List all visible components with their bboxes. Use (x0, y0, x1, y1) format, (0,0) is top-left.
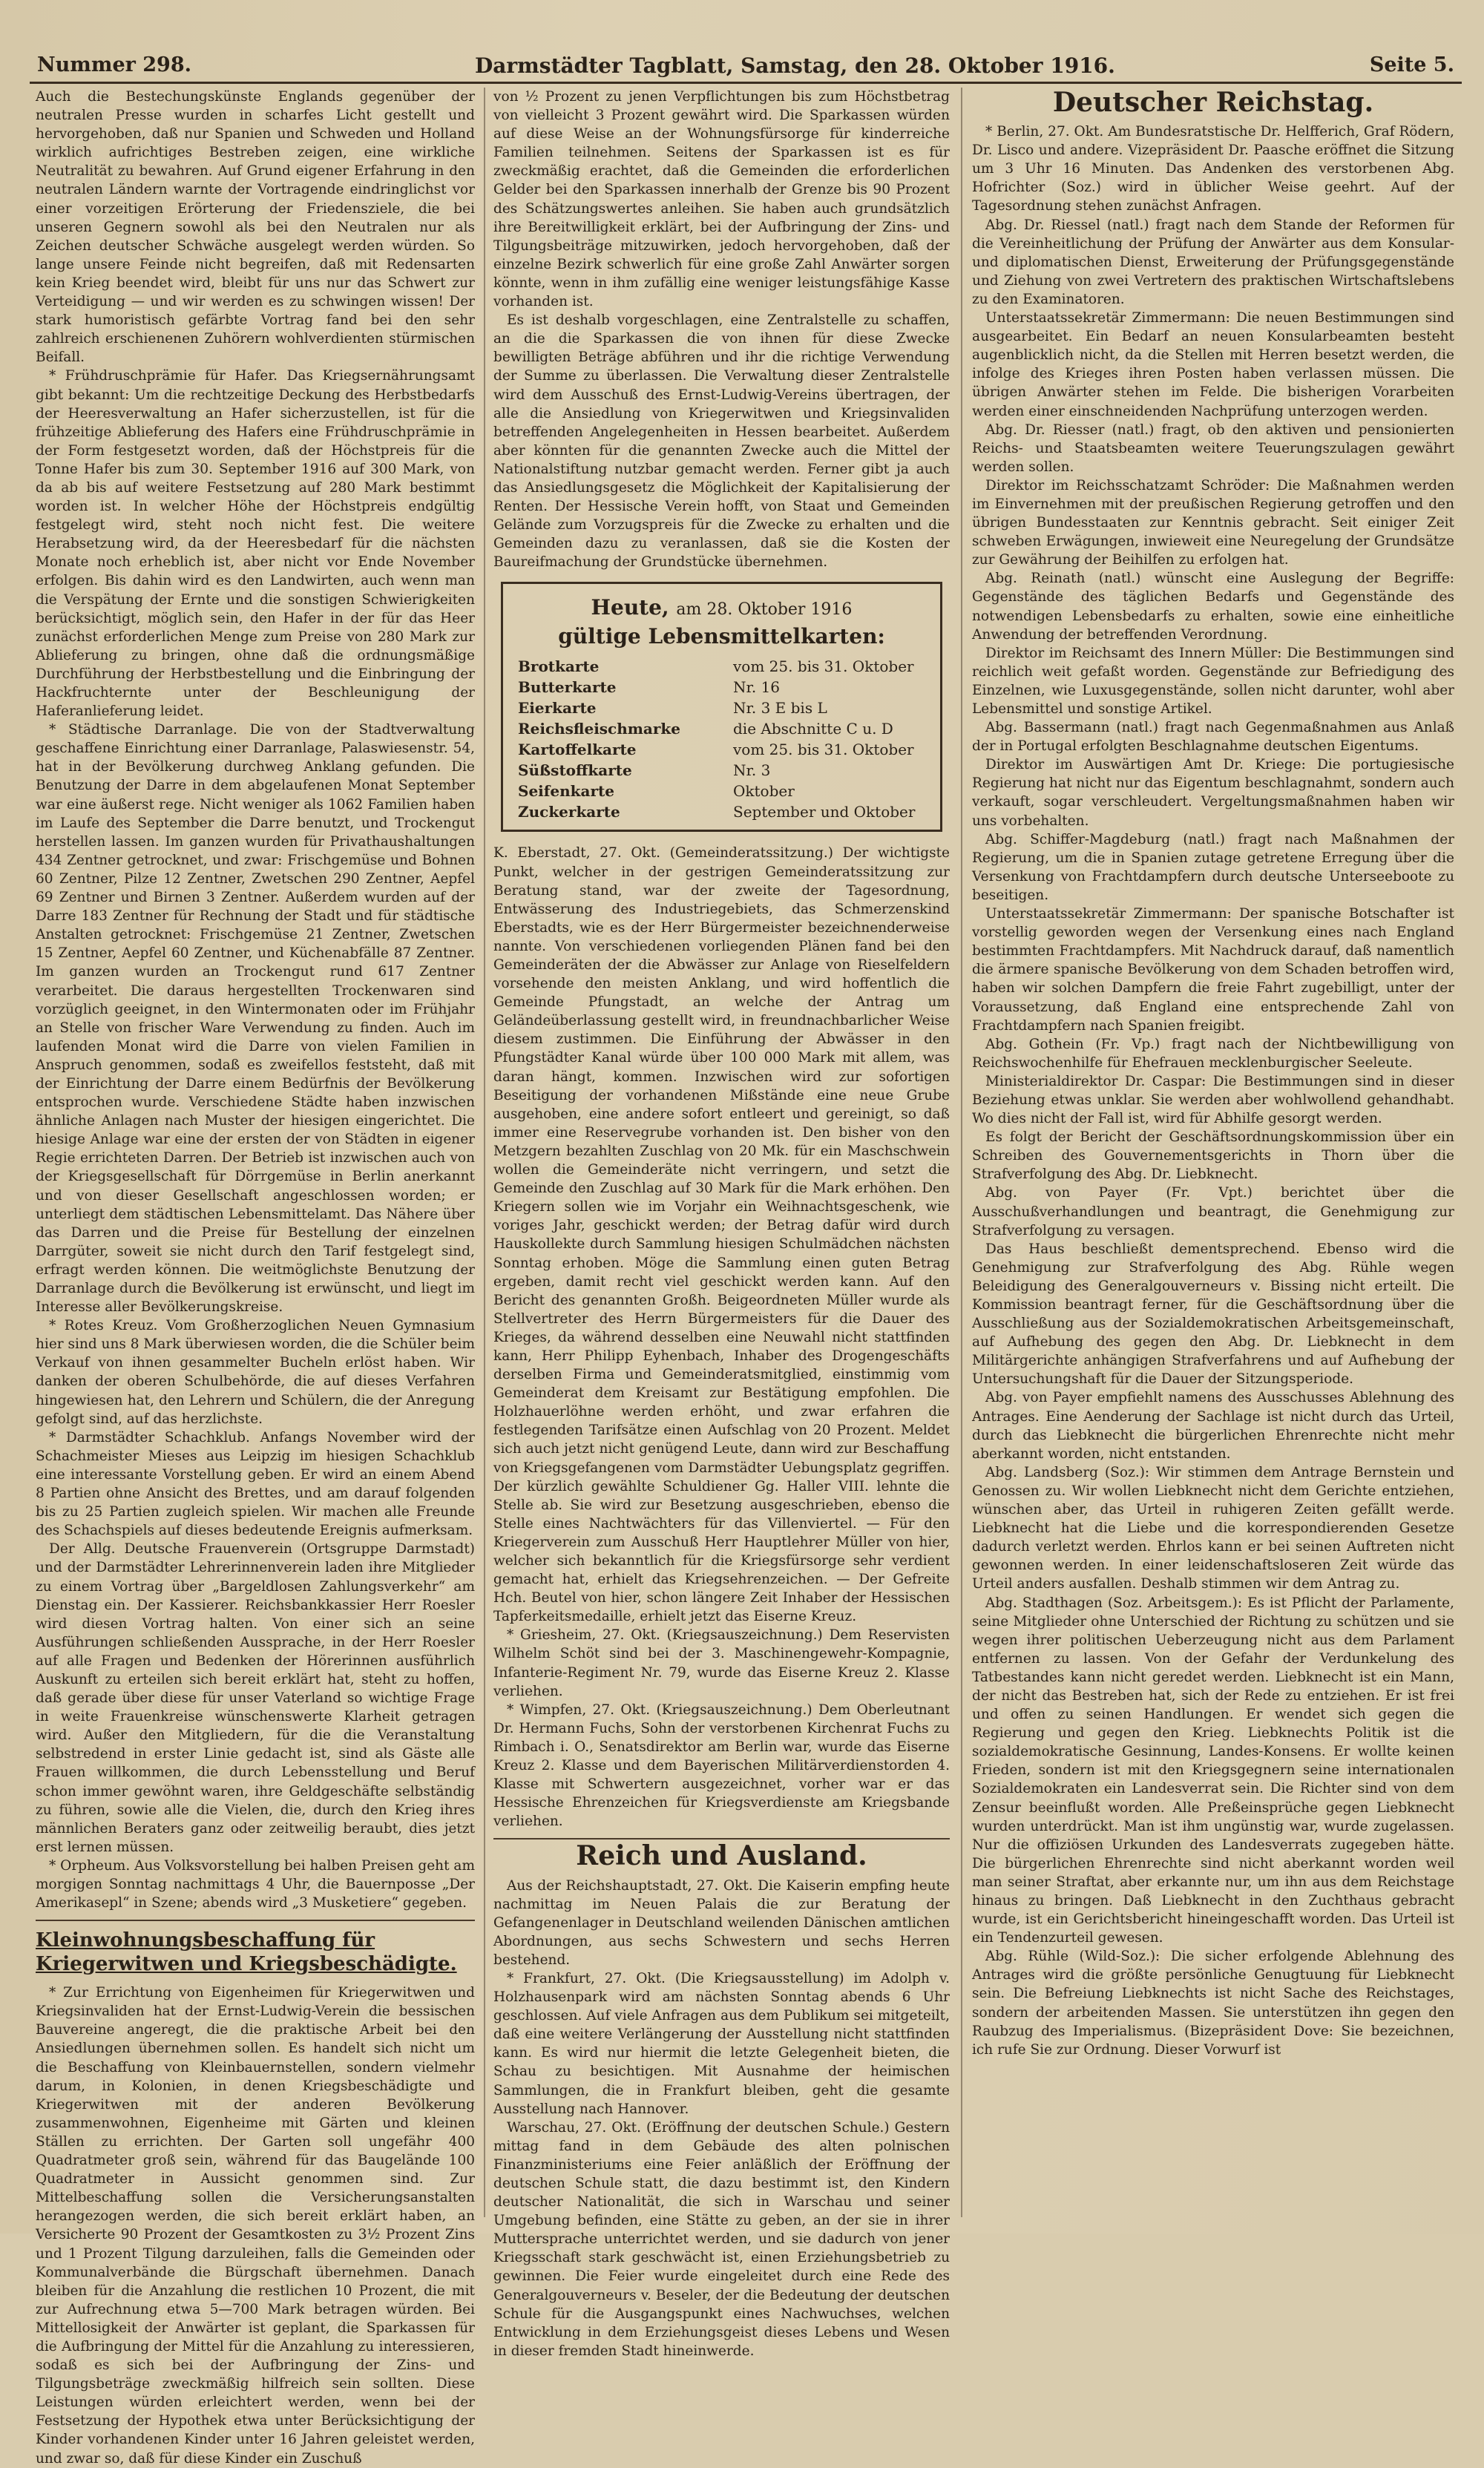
article-paragraph: * Griesheim, 27. Okt. (Kriegsauszeichnung.) Dem Reservisten Wilhelm Schöt sind bei der 3. Maschinengewehr-Kompagnie, Infanterie-Regiment Nr. 79, wurde das Eiserne Kreuz 2. Klasse verliehen. (493, 1627, 950, 1699)
article-paragraph: Abg. Landsberg (Soz.): Wir stimmen dem Antrage Bernstein und Genossen zu. Wir wollen Liebknecht nicht dem Gerichte entziehen, wünschen aber, das Urteil in ruhigeren Zeiten gefällt werde. Liebknecht hat die Liebe und die korrespondierenden Gesetze dadurch verletzt werden. Ehrlos kann er bei seinen Auftreten nicht gewonnen werden. In einer leidenschaftsloseren Zeit würde das Urteil anders ausfallen. Deshalb stimmen wir dem Antrag zu. (972, 1464, 1454, 1592)
article-paragraph: Abg. Rühle (Wild-Soz.): Die sicher erfolgende Ablehnung des Antrages wird die größte persönliche Genugtuung für Liebknecht sein. Die Befreiung Liebknechts ist nicht Sache des Reichstages, sondern der arbeitenden Massen. Sie unterstützen ihn gegen den Raubzug des Imperialismus. (Bizepräsident Dove: Sie bezeichnen, ich rufe Sie zur Ordnung. Dieser Vorwurf ist (972, 1949, 1454, 2058)
column-1 (36, 88, 475, 2467)
ration-card-rows (518, 656, 925, 822)
article-paragraph: * Frühdruschprämie für Hafer. Das Kriegsernährungsamt gibt bekannt: Um die rechtzeitige Deckung des Herbstbedarfs der Heeresverwaltung an Hafer sicherzustellen, ist für die frühzeitige Ablieferung des Hafers eine Frühdruschprämie in der Form festgesetzt worden, daß der Höchstpreis für die Tonne Hafer bis zum 30. September 1916 auf 300 Mark, von da ab bis auf weitere Festsetzung auf 280 Mark bestimmt worden ist. In welcher Höhe der Höchstpreis endgültig festgelegt wird, steht noch nicht fest. Die weitere Herabsetzung wird, da der Heeresbedarf für die nächsten Monate noch erheblich ist, aber nicht vor Ende November erfolgen. Bis dahin wird es den Landwirten, auch wenn man die Verspätung der Ernte und die sonstigen Schwierigkeiten berücksichtigt, möglich sein, den Hafer in der für das Heer zunächst erforderlichen Menge zum Preise von 280 Mark zur Ablieferung zu bringen, ohne daß die ordnungsmäßige Durchführung der Herbstbestellung und die Einbringung der Hackfruchternte unter der Beschleunigung der Haferanlieferung leidet. (36, 368, 475, 720)
article-heading: Kleinwohnungsbeschaffung für Kriegerwitwen und Kriegsbeschädigte. (36, 1929, 457, 1976)
ration-card-date: am 28. Oktober 1916 (676, 600, 853, 620)
ration-card-name: Brotkarte (518, 657, 600, 676)
ration-card-validity: Nr. 16 (733, 678, 781, 697)
article-paragraph: Abg. Dr. Riessel (natl.) fragt nach dem Stande der Reformen für die Vereinheitlichung der Prüfung der Anwärter aus dem Konsular- und diplomatischen Dienst, Erweiterung der Prüfungsgegenstände und Ziehung von zwei Vertretern des praktischen Wirtschaftslebens zu den Examinatoren. (972, 217, 1454, 307)
ration-card-validity: Nr. 3 (733, 761, 771, 780)
article-paragraph: Abg. von Payer (Fr. Vpt.) berichtet über die Ausschußverhandlungen und beantragt, die Genehmigung zur Strafverfolgung zu versagen. (972, 1185, 1454, 1238)
ration-card-validity: Oktober (733, 782, 795, 801)
article-paragraph: * Frankfurt, 27. Okt. (Die Kriegsausstellung) im Adolph v. Holzhausenpark wird am nächsten Sonntag abends 6 Uhr geschlossen. Auf viele Anfragen aus dem Publikum sei mitgeteilt, daß eine weitere Verlängerung der Ausstellung nicht stattfinden kann. Es wird nur hiermit die letzte Gelegenheit bieten, die Schau zu besichtigen. Mit Ausnahme der heimischen Sammlungen, die in Frankfurt bleiben, geht die gesamte Ausstellung nach Hannover. (493, 1970, 950, 2117)
article-paragraph: * Rotes Kreuz. Vom Großherzoglichen Neuen Gymnasium hier sind uns 8 Mark überwiesen worden, die die Schüler beim Verkauf von ihnen gesammelter Bucheln erlöst haben. Wir danken der oberen Schulbehörde, die auf dieses Verfahren hingewiesen hat, den Lehrern und Schülern, die der Anregung gefolgt sind, auf das herzlichste. (36, 1318, 475, 1427)
article-paragraph: Warschau, 27. Okt. (Eröffnung der deutschen Schule.) Gestern mittag fand in dem Gebäude des alten polnischen Finanzministeriums eine Feier anläßlich der Eröffnung der deutschen Schule statt, die dazu bestimmt ist, den Kindern deutscher Nationalität, die sich in Warschau und seiner Umgebung befinden, eine Stätte zu geben, an der sie in ihrer Muttersprache unterrichtet werden, und sie dadurch von jener Kriegsschaft stark geschwächt ist, einen Erziehungsbetrieb zu gewinnen. Die Feier wurde eingeleitet durch eine Rede des Generalgouverneurs v. Beseler, der die Bedeutung der deutschen Schule für die Ausgangspunkt eines Nachwuchses, welchen Entwicklung in dem Erziehungsgeist dieses Lebens und Wesen in dieser fremden Stadt hineinwerde. (493, 2119, 950, 2359)
masthead: Darmstädter Tagblatt, Samstag, den 28. Oktober 1916. (475, 53, 1115, 78)
section-rule (36, 1920, 475, 1921)
ration-card-name: Seifenkarte (518, 782, 614, 801)
column-divider (961, 88, 962, 2217)
article-paragraph: Abg. Dr. Riesser (natl.) fragt, ob den aktiven und pensionierten Reichs- und Staatsbeamten weitere Teuerungszulagen gewährt werden sollen. (972, 421, 1454, 475)
article-paragraph: Ministerialdirektor Dr. Caspar: Die Bestimmungen sind in dieser Beziehung etwas unklar. Sie werden aber wohlwollend gehandhabt. Wo dies nicht der Fall ist, wird für Abhilfe gesorgt werden. (972, 1073, 1454, 1127)
article-paragraph: * Zur Errichtung von Eigenheimen für Kriegerwitwen und Kriegsinvaliden hat der Ernst-Ludwig-Verein die bessischen Bauvereine angeregt, die die praktische Arbeit bei den Ansiedlungen übernehmen sollen. Es handelt sich nicht um die Beschaffung von Kleinbauernstellen, sondern vielmehr darum, in Kolonien, in denen Kriegsbeschädigte und Kriegerwitwen mit der anderen Bevölkerung zusammenwohnen, Eigenheime mit Gärten und kleinen Ställen zu errichten. Der Garten soll ungefähr 400 Quadratmeter groß sein, während für das Baugelände 100 Quadratmeter in Aussicht genommen sind. Zur Mittelbeschaffung sollen die Versicherungsanstalten herangezogen werden, die sich bereit erklärt haben, an Versicherte 90 Prozent der Gesamtkosten zu 3½ Prozent Zins und 1 Prozent Tilgung darzuleihen, falls die Gemeinden oder Kommunalverbände die Bürgschaft übernehmen. Danach bleiben für die Anzahlung die restlichen 10 Prozent, die mit zur Aufrechnung etwa 5—700 Mark betragen würden. Bei Mittellosigkeit der Anwärter ist geplant, die Sparkassen für die Aufbringung der Mittel für die Anzahlung zu interessieren, sodaß es sich bei der Aufbringung der Zins- und Tilgungsbeträge zweckmäßig hilfreich sein sollten. Diese Leistungen würden erleichtert werden, wenn bei der Festsetzung der Hypothek etwa unter Berücksichtigung der Kinder vorhandenen Kinder unter 16 Jahren geleistet werden, und zwar so, daß für diese Kinder ein Zuschuß (36, 1985, 475, 2467)
ration-card-row (518, 698, 925, 718)
article-paragraph: * Darmstädter Schachklub. Anfangs November wird der Schachmeister Mieses aus Leipzig im hiesigen Schachklub eine interessante Vorstellung geben. Er wird an einem Abend 8 Partien ohne Ansicht des Brettes, und am darauf folgenden bis zu 25 Partien zugleich spielen. Wir machen alle Freunde des Schachspiels auf dieses bedeutende Ereignis aufmerksam. (36, 1429, 475, 1539)
article-paragraph: * Wimpfen, 27. Okt. (Kriegsauszeichnung.) Dem Oberleutnant Dr. Hermann Fuchs, Sohn der verstorbenen Kirchenrat Fuchs zu Rimbach i. O., Senatsdirektor am Berlin war, wurde das Eiserne Kreuz 2. Klasse und dem Bayerischen Militärverdienstorden 4. Klasse mit Schwertern ausgezeichnet, vorher war er das Hessische Ehrenzeichen für Kriegsverdienste am Kriegsbande verliehen. (493, 1701, 950, 1830)
ration-card-row (518, 656, 925, 677)
ration-card-row (518, 739, 925, 760)
ration-card-row (518, 781, 925, 801)
article-paragraph: Auch die Bestechungskünste Englands gegenüber der neutralen Presse wurden in scharfes Licht gestellt und hervorgehoben, daß nur Spanien und Schweden und Holland wirklich aufrichtiges Bestreben zeigen, eine wirkliche Neutralität zu bewahren. Auf Grund eigener Erfahrung in den neutralen Ländern warnte der Vortragende eindringlichst vor einer vorzeitigen Erörterung der Friedensziele, die bei unseren Gegnern sowohl als bei den Neutralen nur als Zeichen deutscher Schwäche ausgelegt werden würden. So lange unsere Feinde nicht begreifen, daß mit Redensarten kein Krieg beendet wird, bleibt für uns nur das Schwert zur Verteidigung — und wir werden es zu schwingen wissen! Der stark humoristisch gefärbte Vortrag fand bei den sehr zahlreich erschienenen Zuhörern wohlverdienten stürmischen Beifall. (36, 89, 475, 366)
article-paragraph: Es ist deshalb vorgeschlagen, eine Zentralstelle zu schaffen, an die die Sparkassen die von ihnen für diese Zwecke bewilligten Beträge abführen und ihr die richtige Verwendung der Summe zu überlassen. Die Verwaltung dieser Zentralstelle wird dem Ausschuß des Ernst-Ludwig-Vereins übertragen, der alle die Ansiedlung von Kriegerwitwen und Kriegsinvaliden betreffenden Angelegenheiten in Hessen bearbeitet. Außerdem aber könnten für die genannten Zwecke auch die Mittel der Nationalstiftung nutzbar gemacht werden. Ferner gibt ja auch das Ansiedlungsgesetz die Möglichkeit der Kapitalisierung der Renten. Der Hessische Verein hofft, von Staat und Gemeinden Gelände zum Vorzugspreis für die Zwecke zu erhalten und die Gemeinden dazu zu veranlassen, daß sie die Kosten der Baureifmachung der Grundstücke übernehmen. (493, 312, 950, 571)
section-heading: Deutscher Reichstag. (1052, 87, 1374, 118)
column-3 (972, 88, 1454, 2217)
ration-card-row (518, 677, 925, 698)
article-paragraph: von ½ Prozent zu jenen Verpflichtungen bis zum Höchstbetrag von vielleicht 3 Prozent gewährt wird. Die Sparkassen würden auf diese Weise an der Wohnungsfürsorge für kinderreiche Familien teilnehmen. Seitens der Sparkassen ist es für zweckmäßig erachtet, daß die Gemeinden die erforderlichen Gelder bei den Sparkassen innerhalb der Grenze bis 90 Prozent des Schätzungswertes anleihen. Sie haben auch grundsätzlich ihre Bereitwilligkeit erklärt, bei der Aufbringung der Zins- und Tilgungsbeiträge mitzuwirken, jedoch hervorgehoben, daß der einzelne Bezirk schwerlich für eine große Zahl Anwärter sorgen könnte, wenn in ihm zufällig eine weniger leistungsfähige Kasse vorhanden ist. (493, 89, 950, 310)
ration-card-row (518, 801, 925, 822)
section-rule (493, 1838, 950, 1839)
article-paragraph: Abg. Gothein (Fr. Vp.) fragt nach der Nichtbewilligung von Reichswochenhilfe für Ehefrauen mecklenburgischer Seeleute. (972, 1036, 1454, 1071)
ration-card-name: Butterkarte (518, 678, 617, 697)
ration-card-name: Kartoffelkarte (518, 741, 637, 759)
ration-card-row (518, 760, 925, 781)
ration-card-name: Eierkarte (518, 699, 597, 718)
article-paragraph: Direktor im Auswärtigen Amt Dr. Kriege: Die portugiesische Regierung hat nicht nur das Eigentum beschlagnahmt, sondern auch verkauft, sogar verschleudert. Vergeltungsmaßnahmen haben wir uns vorbehalten. (972, 757, 1454, 829)
ration-card-validity: vom 25. bis 31. Oktober (733, 741, 914, 759)
ration-card-row (518, 718, 925, 739)
article-paragraph: * Städtische Darranlage. Die von der Stadtverwaltung geschaffene Einrichtung einer Darranlage, Palaswiesenstr. 54, hat in der Bevölkerung durchweg Anklang gefunden. Die Benutzung der Darre in dem abgelaufenen Monat September war eine äußerst rege. Nicht weniger als 1062 Familien haben im Laufe des September die Darre benutzt, und Trockengut herstellen lassen. Im ganzen wurden für Privathaushaltungen 434 Zentner getrocknet, und zwar: Frischgemüse und Bohnen 60 Zentner, Pilze 12 Zentner, Zwetschen 290 Zentner, Aepfel 69 Zentner und Birnen 3 Zentner. Außerdem wurden auf der Darre 183 Zentner für Rechnung der Stadt und für städtische Anstalten getrocknet: Frischgemüse 21 Zentner, Zwetschen 15 Zentner, Aepfel 60 Zentner, und Küchenabfälle 87 Zentner. Im ganzen wurden an Trockengut rund 617 Zentner verarbeitet. Die daraus hergestellten Trockenwaren sind vorzüglich geeignet, in den Wintermonaten oder im Frühjahr an Stelle von frischer Ware Verwendung zu finden. Auch im laufenden Monat wird die Darre von vielen Familien in Anspruch genommen, sodaß es zweifellos feststeht, daß mit der Einrichtung der Darre einem Bedürfnis der Bevölkerung entsprochen wurde. Verschiedene Städte haben inzwischen ähnliche Anlagen nach Muster der hiesigen eingerichtet. Die hiesige Anlage war eine der ersten der von Städten in eigener Regie errichteten Darren. Der Betrieb ist inzwischen auch von der Kriegsgesellschaft für Dörrgemüse in Berlin anerkannt und von dieser Gesellschaft angeschlossen worden; er unterliegt dem städtischen Lebensmittelamt. Das Nähere über das Darren und die Preise für Bestellung der einzelnen Darrgüter, soweit sie nicht durch den Tarif festgelegt sind, erfragt werden können. Die weitmöglichste Benutzung der Darranlage durch die Bevölkerung ist erwünscht, und liegt im Interesse aller Bevölkerungskreise. (36, 722, 475, 1316)
ration-card-name: Reichsfleischmarke (518, 720, 681, 738)
ration-card-title (518, 594, 925, 623)
ration-card-name: Süßstoffkarte (518, 761, 632, 780)
article-paragraph: Unterstaatssekretär Zimmermann: Der spanische Botschafter ist vorstellig geworden wegen der Versenkung eines nach England bestimmten Frachtdampfers. Mit Nachdruck darauf, daß namentlich die ärmere spanische Bevölkerung von dem Schaden betroffen wird, haben wir solchen Dampfern die freie Fahrt zugebilligt, unter der Voraussetzung, daß England eine entsprechende Zahl von Frachtdampfern nach Spanien freigibt. (972, 906, 1454, 1034)
ration-card-validity: die Abschnitte C u. D (733, 720, 893, 738)
article-paragraph: Abg. Schiffer-Magdeburg (natl.) fragt nach Maßnahmen der Regierung, um die in Spanien zutage getretene Erregung über die Versenkung von Frachtdampfern durch deutsche Unterseeboote zu beseitigen. (972, 831, 1454, 903)
article-paragraph: Direktor im Reichsamt des Innern Müller: Die Bestimmungen sind reichlich weit gefaßt worden. Gegenstände zur Befriedigung des Einzelnen, wie Luxusgegenstände, sollen nicht darunter, wohl aber Lebensmittel und sonstige Artikel. (972, 645, 1454, 717)
article-paragraph: Abg. Bassermann (natl.) fragt nach Gegenmaßnahmen aus Anlaß der in Portugal erfolgten Beschlagnahme deutschen Eigentums. (972, 720, 1454, 755)
article-paragraph: Abg. von Payer empfiehlt namens des Ausschusses Ablehnung des Antrages. Eine Aenderung der Sachlage ist nicht durch das Urteil, durch das Liebknecht die bürgerlichen Ehrenrechte nicht mehr aberkannt worden, nicht entstanden. (972, 1390, 1454, 1462)
column-2 (493, 88, 950, 2359)
ration-card-box (501, 582, 942, 832)
section-heading: Reich und Ausland. (576, 1840, 867, 1872)
ration-card-subtitle: gültige Lebensmittelkarten: (558, 624, 885, 649)
article-paragraph: Abg. Stadthagen (Soz. Arbeitsgem.): Es ist Pflicht der Parlamente, seine Mitglieder ohne Unterschied der Richtung zu schützen und sie wegen ihrer politischen Ueberzeugung nicht aus dem Parlament entfernen zu lassen. Von der Gefahr der Verdunkelung des Tatbestandes kann nicht geredet werden. Liebknecht ist ein Mann, der nicht das Bestreben hat, sich der Rede zu entziehen. Er ist frei und offen zu seinen Handlungen. Er wendet sich gegen die Regierung und gegen den Krieg. Liebknechts Politik ist die sozialdemokratische Gesinnung, Landes-Konsens. Er wollte keinen Frieden, sondern ist mit den Kriegsgegnern seine internationalen Sozialdemokraten ein Landesverrat sein. Die Richter sind von dem Zensur beeinflußt worden. Alle Preßeinsprüche gegen Liebknecht wurden unterdrückt. Man ist ihm ungünstig war, wurde zugelassen. Nur die offiziösen Urkunden des Landesverrats zugegeben hätte. Die bürgerlichen Ehrenrechte sind nicht aberkannt worden weil man seiner Straftat, aber erkannte nur, um ihn aus dem Reichstage hinaus zu bringen. Daß Liebknecht in den Zuchthaus gebracht wurde, ist ein Gerichtsbericht hineingeschafft worden. Das Urteil ist ein Tendenzurteil gewesen. (972, 1595, 1454, 1946)
ration-card-validity: Nr. 3 E bis L (733, 699, 827, 718)
article-paragraph: Abg. Reinath (natl.) wünscht eine Auslegung der Begriffe: Gegenstände des täglichen Bedarfs und Gegenstände des notwendigen Lebensbedarfs zu erhalten, sowie eine einheitliche Anwendung der betreffenden Verordnung. (972, 571, 1454, 643)
page-number: Seite 5. (1369, 53, 1454, 76)
issue-number: Nummer 298. (37, 53, 192, 76)
article-paragraph: * Orpheum. Aus Volksvorstellung bei halben Preisen geht am morgigen Sonntag nachmittags 4 Uhr, die Bauernposse „Der Amerikasepl“ in Szene; abends wird „3 Musketiere“ gegeben. (36, 1857, 475, 1911)
article-paragraph: Unterstaatssekretär Zimmermann: Die neuen Bestimmungen sind ausgearbeitet. Ein Bedarf an neuen Konsularbeamten besteht augenblicklich nicht, da die Stellen mit Herren besetzt werden, die infolge des Krieges ihren Posten haben verlassen müssen. Die übrigen Anwärter stehen im Felde. Die bisherigen Vorarbeiten werden einer einschneidenden Nachprüfung unterzogen werden. (972, 310, 1454, 419)
article-paragraph: * Berlin, 27. Okt. Am Bundesratstische Dr. Helfferich, Graf Rödern, Dr. Lisco und andere. Vizepräsident Dr. Paasche eröffnet die Sitzung um 3 Uhr 16 Minuten. Das Andenken des verstorbenen Abg. Hofrichter (Soz.) wird in üblicher Weise geehrt. Auf der Tagesordnung stehen zunächst Anfragen. (972, 124, 1454, 214)
ration-card-heute: Heute, (591, 595, 669, 620)
article-paragraph: Der Allg. Deutsche Frauenverein (Ortsgruppe Darmstadt) und der Darmstädter Lehrerinnenverein laden ihre Mitglieder zu einem Vortrag über „Bargeldlosen Zahlungsverkehr“ am Dienstag ein. Der Kassierer. Reichsbankkassier Herr Roesler wird diesen Vortrag halten. Von einer sich an seine Ausführungen schließenden Aussprache, in der Herr Roesler auf alle Fragen und Bedenken der Hörerinnen ausführlich Auskunft zu erteilen sich bereit erklärt hat, steht zu hoffen, daß gerade über diese für unser Vaterland so wichtige Frage in weite Frauenkreise wünschenswerte Klarheit getragen wird. Außer den Mitgliedern, für die die Veranstaltung selbstredend in erster Linie gedacht ist, sind als Gäste alle Frauen willkommen, die durch Lebensstellung und Beruf schon immer gewöhnt waren, ihre Geldgeschäfte selbständig zu führen, sowie alle die Vielen, die, durch den Krieg ihres männlichen Beraters ganz oder zeitweilig beraubt, dies jetzt erst lernen müssen. (36, 1541, 475, 1855)
article-paragraph: Es folgt der Bericht der Geschäftsordnungskommission über ein Schreiben des Gouvernementsgerichts in Thorn über die Strafverfolgung des Abg. Dr. Liebknecht. (972, 1129, 1454, 1183)
ration-card-validity: vom 25. bis 31. Oktober (733, 657, 914, 676)
ration-card-name: Zuckerkarte (518, 803, 620, 821)
article-paragraph: Direktor im Reichsschatzamt Schröder: Die Maßnahmen werden im Einvernehmen mit der preußischen Regierung getroffen und den übrigen Bundesstaaten zur Kenntnis gebracht. Seit einiger Zeit schweben Erwägungen, inwieweit eine Neuregelung der Grundsätze zur Gewährung der Beihilfen zu erfolgen hat. (972, 477, 1454, 568)
page-header (30, 37, 1462, 84)
column-divider (484, 88, 485, 2217)
ration-card-validity: September und Oktober (733, 803, 916, 821)
article-paragraph: Das Haus beschließt dementsprechend. Ebenso wird die Genehmigung zur Strafverfolgung des Abg. Rühle wegen Beleidigung des Generalgouverneurs v. Bissing nicht erteilt. Die Kommission beantragt ferner, für die Geschäftsordnung über die Ausschließung aus der Sozialdemokratischen Arbeitsgemeinschaft, auf Aufhebung des gegen den Abg. Dr. Liebknecht in dem Militärgerichte anhängigen Strafverfahrens und auf Aufhebung der Untersuchungshaft für die Dauer der Sitzungsperiode. (972, 1241, 1454, 1388)
article-paragraph: Aus der Reichshauptstadt, 27. Okt. Die Kaiserin empfing heute nachmittag im Neuen Palais die zur Beratung der Gefangenenlager in Deutschland weilenden Dänischen amtlichen Abordnungen, aus sechs Schwestern und sechs Herren bestehend. (493, 1877, 950, 1968)
article-paragraph: K. Eberstadt, 27. Okt. (Gemeinderatssitzung.) Der wichtigste Punkt, welcher in der gestrigen Gemeinderatssitzung zur Beratung stand, war der zweite der Tagesordnung, Entwässerung des Industriegebiets, das Schmerzenskind Eberstadts, wie es der Herr Bürgermeister bezeichnenderweise nannte. Von verschiedenen vorliegenden Plänen fand bei den Gemeinderäten der die Abwässer zur Anlage von Rieselfeldern vorsehende den meisten Anklang, und wird hoffentlich die Gemeinde Pfungstadt, an welche der Antrag um Geländeüberlassung gestellt wird, in freundnachbarlicher Weise diesem zustimmen. Die Einführung der Abwässer in den Pfungstädter Kanal würde über 100 000 Mark mit allem, was daran hängt, kommen. Inzwischen wird zur sofortigen Beseitigung der vorhandenen Mißstände eine neue Grube ausgehoben, eine andere sofort entleert und gereinigt, so daß immer eine Reservegrube vorhanden ist. Den bisher von den Metzgern bezahlten Zuschlag von 20 Mk. für ein Maschschwein wollen die Gemeinderäte nicht verringern, und setzt die Gemeinde den Zuschlag auf 30 Mark für die Mark erhöhen. Den Kriegern sollen wie im Vorjahr ein Weihnachtsgeschenk, wie voriges Jahr, geschickt werden; der Betrag dafür wird durch Hauskollekte durch Sammlung hiesigen Schulmädchen nächsten Sonntag erhoben. Möge die Sammlung einen guten Betrag ergeben, damit recht viel geschickt werden kann. Auf den Bericht des genannten Großh. Beigeordneten Müller wurde als Stellvertreter des Herrn Bürgermeisters für die Dauer des Krieges, da während desselben eine Neuwahl nicht stattfinden kann, Herr Philipp Eyhenbach, Inhaber des Drogengeschäfts derselben Firma und Gemeinderatsmitglied, einstimmig vom Gemeinderat dem Kreisamt zur Bestätigung empfohlen. Die Holzhauerlöhne werden erhöht, und zwar erfahren die festlegenden Tarifsätze einen Aufschlag von 20 Prozent. Meldet sich auch jetzt nicht genügend Leute, dann wird zur Beschaffung von Kriegsgefangenen vom Darmstädter Uebungsplatz gegriffen. Der kürzlich gewählte Schuldiener Gg. Haller VIII. lehnte die Stelle ab. Sie wird zur Besetzung ausgeschrieben, ebenso die Stelle eines Nachtwächters für das Villenviertel. — Für den Kriegerverein zum Ausschuß Herr Hauptlehrer Müller von hier, welcher sich bekanntlich für die Kriegsfürsorge sehr verdient gemacht hat, erhielt das Kriegsehrenzeichen. — Der Gefreite Hch. Beutel von hier, schon längere Zeit Inhaber der Hessischen Tapferkeitsmedaille, erhielt jetzt das Eiserne Kreuz. (493, 845, 950, 1625)
